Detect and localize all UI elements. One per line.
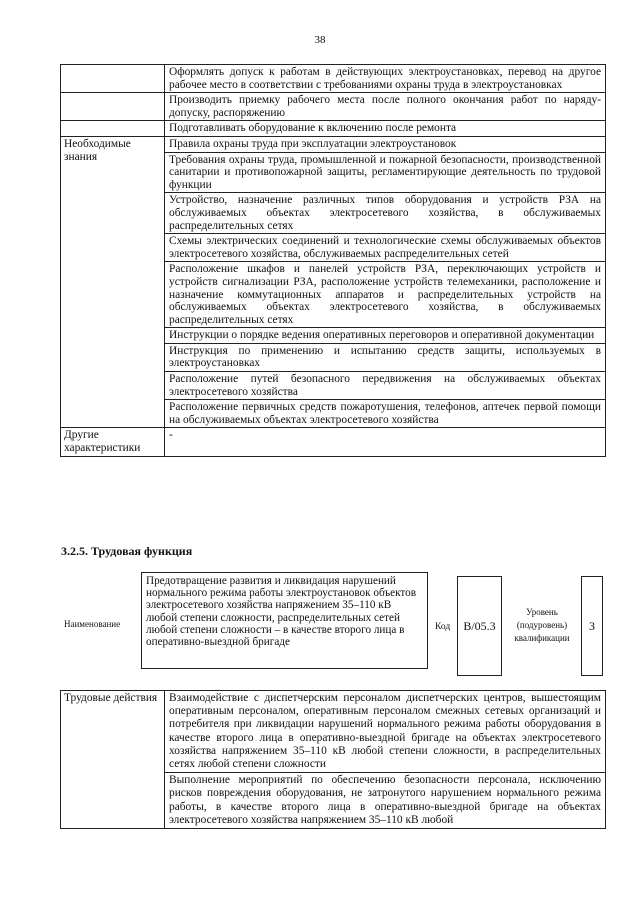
table-row xyxy=(61,136,606,152)
empty-label-cell xyxy=(61,65,165,93)
empty-label-cell xyxy=(61,93,165,121)
list-item: Инструкция по применению и испытанию средств защиты, используемых в электроустановках xyxy=(165,343,606,371)
list-item: Схемы электрических соединений и технологические схемы обслуживаемых объектов электросетевого хозяйства, обслуживаемых распределительных сетей xyxy=(165,234,606,262)
page-number: 38 xyxy=(314,34,326,46)
function-name-box: Предотвращение развития и ликвидация нарушений нормального режима работы электроустановок объектов электросетевого хозяйства напряжением 35–110 кВ любой степени сложности, распределительных сетей любой степени сложности – в качестве второго лица в оперативно-выездной бригаде xyxy=(141,572,428,669)
labor-actions-label: Трудовые действия xyxy=(61,691,165,829)
empty-label-cell xyxy=(61,121,165,137)
code-value-box: B/05.3 xyxy=(457,576,502,676)
other-characteristics-label: Другие характеристики xyxy=(61,428,165,456)
list-item: Расположение путей безопасного передвижения на обслуживаемых объектах электросетевого хозяйства xyxy=(165,372,606,400)
list-item: Расположение первичных средств пожаротушения, телефонов, аптечек первой помощи на обслуживаемых объектах электросетевого хозяйства xyxy=(165,400,606,428)
list-item: Правила охраны труда при эксплуатации электроустановок xyxy=(165,136,606,152)
table-row xyxy=(61,93,606,121)
list-item: Устройство, назначение различных типов оборудования и устройств РЗА на обслуживаемых объектах электросетевого хозяйства, в обслуживаемых распределительных сетях xyxy=(165,193,606,234)
labor-actions-table xyxy=(60,690,606,829)
list-item: Подготавливать оборудование к включению после ремонта xyxy=(165,121,606,137)
qualification-level-label: Уровень (подуровень) квалификации xyxy=(514,607,570,643)
other-characteristics-value: - xyxy=(165,428,606,456)
list-item: Выполнение мероприятий по обеспечению безопасности персонала, исключению рисков повреждения оборудования, не затронутого нарушением нормального режима работы, в качестве второго лица в оперативно-выездной бригаде на объектах электросетевого хозяйства напряжением 35–110 кВ любой xyxy=(165,773,606,829)
list-item: Инструкции о порядке ведения оперативных переговоров и оперативной документации xyxy=(165,328,606,344)
list-item: Требования охраны труда, промышленной и пожарной безопасности, производственной санитарии и противопожарной защиты, регламентирующие деятельность по трудовой функции xyxy=(165,152,606,193)
section-title: 3.2.5. Трудовая функция xyxy=(61,544,193,558)
table-row xyxy=(61,65,606,93)
competency-table-continued xyxy=(60,64,606,457)
knowledge-label: Необходимые знания xyxy=(61,136,165,427)
list-item: Производить приемку рабочего места после полного окончания работ по наряду-допуску, распоряжению xyxy=(165,93,606,121)
code-label: Код xyxy=(435,622,451,632)
list-item: Оформлять допуск к работам в действующих электроустановках, перевод на другое рабочее место в соответствии с требованиями охраны труда в электроустановках xyxy=(165,65,606,93)
table-row xyxy=(61,428,606,456)
table-row xyxy=(61,121,606,137)
name-label: Наименование xyxy=(64,619,121,629)
qualification-level-box: 3 xyxy=(581,576,603,676)
list-item: Расположение шкафов и панелей устройств РЗА, переключающих устройств и устройств сигнализации РЗА, расположение устройств телемеханики, расположение и назначение коммутационных аппаратов и распределительных устройств на обслуживаемых объектах электросетевого хозяйства, в обслуживаемых распределительных сетях xyxy=(165,262,606,328)
table-row xyxy=(61,691,606,773)
list-item: Взаимодействие с диспетчерским персоналом диспетчерских центров, вышестоящим оперативным персоналом, оперативным персоналом смежных сетевых организаций и потребителя при ликвидации нарушений нормального режима работы оборудования в качестве второго лица в оперативно-выездной бригаде на объектах электросетевого хозяйства напряжением 35–110 кВ любой степени сложности, в распределительных сетях любой степени сложности xyxy=(165,691,606,773)
